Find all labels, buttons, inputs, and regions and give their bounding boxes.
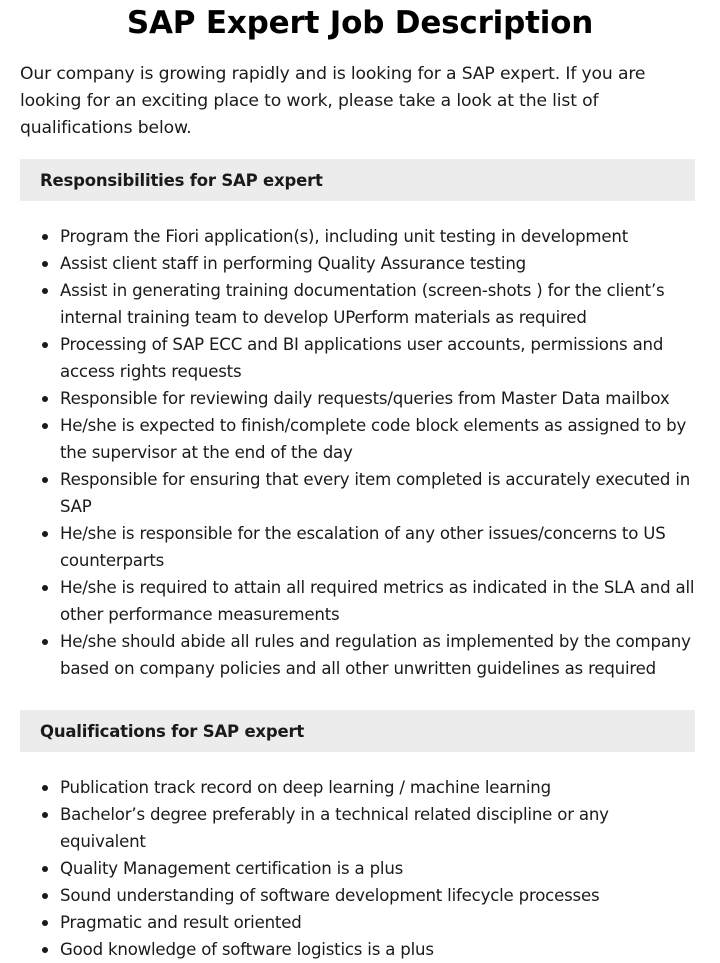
list-item: Good knowledge of software logistics is a plus [60, 936, 720, 963]
list-item: He/she is responsible for the escalation of any other issues/concerns to US counterparts [60, 520, 720, 574]
list-item: He/she is required to attain all required metrics as indicated in the SLA and all other performance measurements [60, 574, 720, 628]
qualifications-list [0, 774, 720, 963]
list-item: Responsible for ensuring that every item completed is accurately executed in SAP [60, 466, 720, 520]
responsibilities-header [20, 159, 695, 201]
qualifications-header [20, 710, 695, 752]
list-item: Assist in generating training documentation (screen-shots ) for the client’s internal training team to develop UPerform materials as required [60, 277, 720, 331]
intro-paragraph: Our company is growing rapidly and is looking for a SAP expert. If you are looking for an exciting place to work, please take a look at the list of qualifications below. [20, 64, 646, 138]
list-item: He/she is expected to finish/complete code block elements as assigned to by the supervisor at the end of the day [60, 412, 720, 466]
list-item: Responsible for reviewing daily requests/queries from Master Data mailbox [60, 385, 720, 412]
list-item: Bachelor’s degree preferably in a technical related discipline or any equivalent [60, 801, 720, 855]
list-item: Sound understanding of software development lifecycle processes [60, 882, 720, 909]
section-spacer [0, 682, 720, 693]
list-item: Pragmatic and result oriented [60, 909, 720, 936]
list-item: Processing of SAP ECC and BI applications user accounts, permissions and access rights requests [60, 331, 720, 385]
page-title: SAP Expert Job Description [126, 5, 594, 41]
qualifications-heading: Qualifications for SAP expert [40, 721, 305, 741]
list-item: He/she should abide all rules and regulation as implemented by the company based on company policies and all other unwritten guidelines as required [60, 628, 720, 682]
list-item: Program the Fiori application(s), including unit testing in development [60, 223, 720, 250]
responsibilities-list [0, 223, 720, 682]
list-item: Publication track record on deep learning / machine learning [60, 774, 720, 801]
responsibilities-heading: Responsibilities for SAP expert [40, 170, 323, 190]
list-item: Assist client staff in performing Quality Assurance testing [60, 250, 720, 277]
list-item: Quality Management certification is a plus [60, 855, 720, 882]
